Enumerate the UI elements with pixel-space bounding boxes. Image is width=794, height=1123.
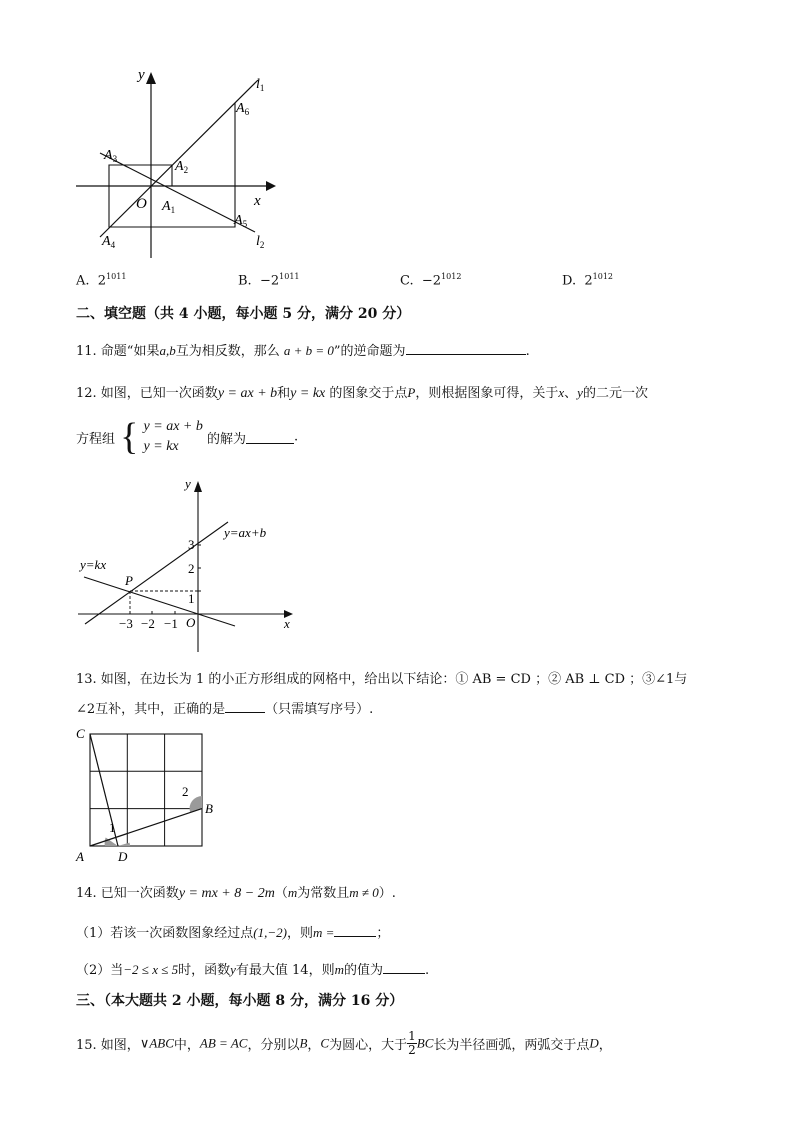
- svg-text:2: 2: [182, 784, 189, 799]
- line-y-kx: [84, 577, 235, 626]
- svg-text:B: B: [205, 801, 213, 816]
- svg-text:3: 3: [188, 537, 195, 552]
- question-14-intro: 14. 已知一次函数y = mx + 8 − 2m（m为常数且m ≠ 0）.: [76, 885, 396, 901]
- option-a[interactable]: A. $2^{1011}$: [76, 272, 127, 289]
- svg-text:x: x: [284, 616, 290, 631]
- svg-text:A5: $A_5$: [234, 213, 248, 229]
- section-3-heading: 三、（本大题共 2 小题，每小题 8 分，满分 16 分）: [76, 993, 404, 1009]
- question-12-line1: 12. 如图，已知一次函数y = ax + b和y = kx 的图象交于点P，则根据图象可得，关于x、y的二元一次: [76, 385, 648, 401]
- question-12-line2: 方程组 { y = ax + b y = kx 的解为 .: [76, 416, 299, 458]
- svg-text:y: y: [185, 476, 191, 491]
- svg-text:C: C: [76, 726, 85, 741]
- svg-text:A4: $A_4$: [102, 234, 116, 250]
- option-d[interactable]: D. $2^{1012}$: [562, 272, 613, 289]
- answer-blank-14-1[interactable]: [334, 924, 376, 937]
- svg-text:A1: $A_1$: [162, 199, 176, 215]
- svg-text:1: 1: [188, 591, 195, 606]
- svg-text:A2: $A_2$: [175, 159, 189, 175]
- fraction-one-half: $\frac{1}{2}$: [408, 1029, 416, 1057]
- svg-text:O: O: [186, 615, 196, 630]
- y-axis-label: y: [138, 67, 145, 83]
- svg-text:A6: $A_6$: [236, 101, 250, 117]
- question-13-line1: 13. 如图，在边长为 1 的小正方形组成的网格中，给出以下结论：① AB = CD ；② AB ⊥ CD ；③∠1与: [76, 672, 688, 687]
- question-14-part2: （2）当−2 ≤ x ≤ 5时，函数y有最大值 14，则m的值为 .: [76, 962, 430, 978]
- question-13-line2: ∠2互补，其中，正确的是 （只需填写序号）.: [76, 702, 374, 717]
- svg-text:1: 1: [109, 820, 116, 835]
- svg-text:2: 2: [188, 561, 195, 576]
- answer-blank-13[interactable]: [225, 700, 265, 713]
- question-14-part1: （1）若该一次函数图象经过点(1,−2)，则m = ；: [76, 925, 390, 941]
- option-c[interactable]: C. $-2^{1012}$: [400, 272, 462, 289]
- x-axis-label: x: [254, 193, 261, 209]
- section-2-heading: 二、填空题（共 4 小题，每小题 5 分，满分 20 分）: [76, 306, 411, 322]
- q10-figure: [70, 62, 290, 262]
- svg-text:−3: −3: [119, 616, 133, 631]
- line-y-ax-b: [85, 522, 228, 624]
- svg-text:l1: $l_1$: [256, 77, 265, 93]
- svg-text:−1: −1: [164, 616, 178, 631]
- answer-blank-11[interactable]: [406, 342, 526, 355]
- question-11: 11. 命题“如果a,b互为相反数，那么 a + b = 0”的逆命题为 .: [76, 343, 530, 359]
- label-y-ax-b: y=ax+b: [224, 525, 267, 540]
- origin-label: O: [136, 196, 147, 212]
- point-p-label: P: [125, 573, 133, 588]
- answer-blank-12[interactable]: [246, 431, 294, 444]
- svg-text:−2: −2: [141, 616, 155, 631]
- answer-blank-14-2[interactable]: [383, 961, 425, 974]
- q13-figure: [72, 724, 222, 866]
- option-b[interactable]: B. $-2^{1011}$: [238, 272, 300, 289]
- q12-figure: [72, 472, 302, 657]
- svg-text:l2: $l_2$: [256, 234, 265, 250]
- question-15: 15. 如图，∨ABC中，AB = AC，分别以B，C为圆心，大于 $\frac{1}{2}$ BC长为半径画弧，两弧交于点D，: [76, 1029, 612, 1057]
- svg-text:D: D: [118, 849, 128, 864]
- segment-ab: [90, 809, 202, 846]
- svg-text:A3: $A_3$: [104, 148, 118, 164]
- label-y-kx: y=kx: [80, 557, 107, 572]
- svg-text:A: A: [76, 849, 84, 864]
